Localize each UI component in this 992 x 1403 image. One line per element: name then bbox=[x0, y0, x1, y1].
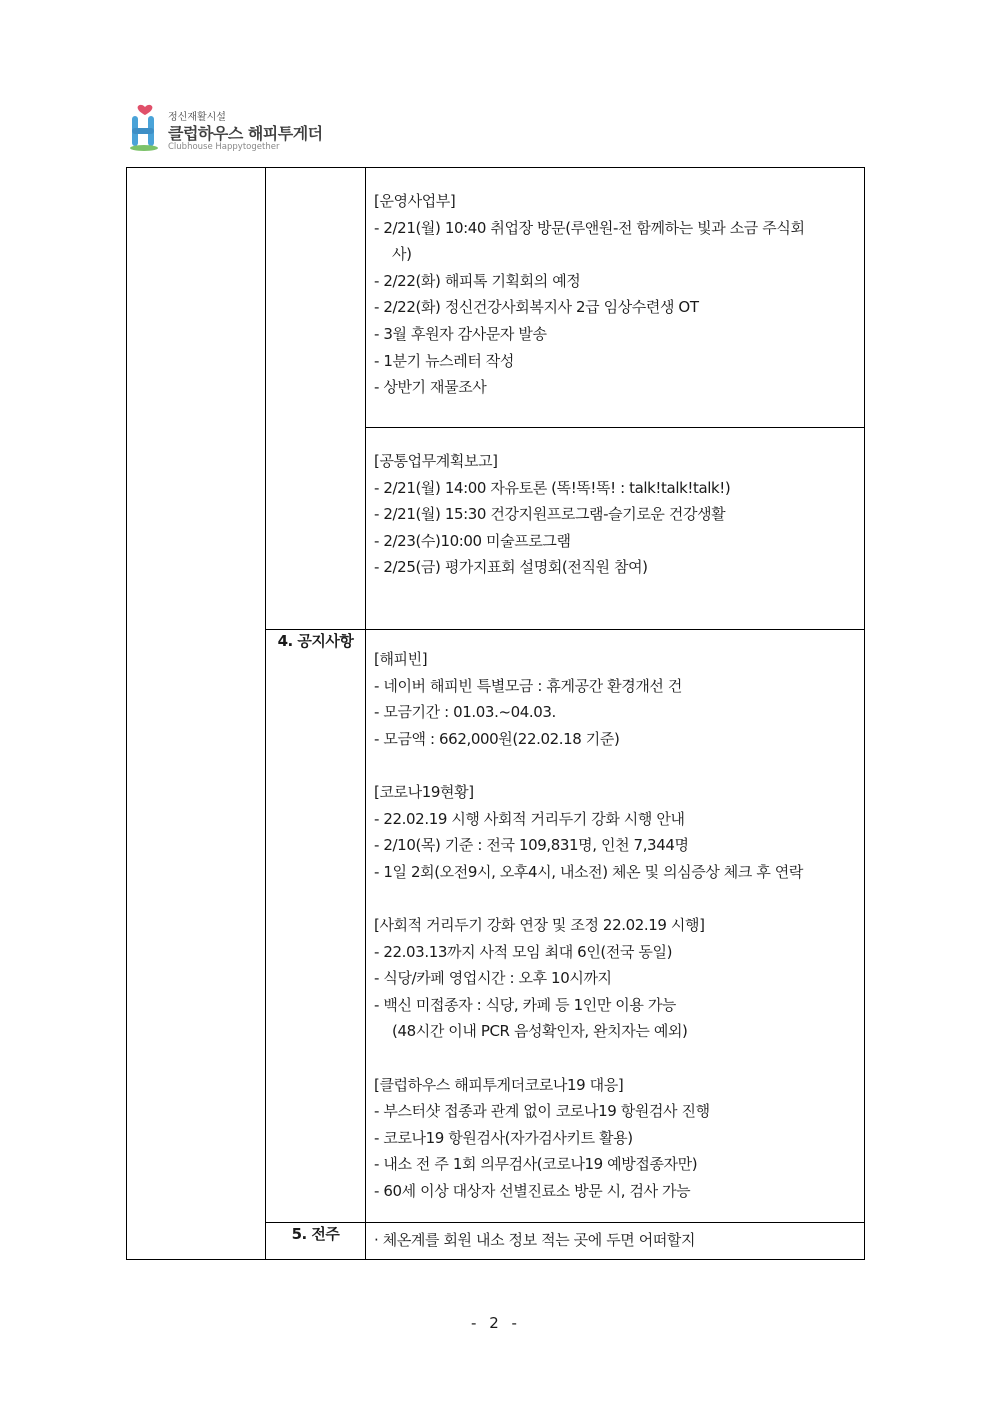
notice-cell bbox=[366, 630, 865, 1223]
list-item: - 22.02.19 시행 사회적 거리두기 강화 시행 안내 bbox=[374, 809, 685, 828]
list-item: - 상반기 재물조사 bbox=[374, 378, 487, 397]
list-item: - 2/10(목) 기준 : 전국 109,831명, 인천 7,344명 bbox=[374, 836, 689, 855]
list-item: - 2/21(월) 10:40 취업장 방문(루앤원-전 함께하는 빛과 소금 주식회 bbox=[374, 218, 805, 237]
list-item: - 백신 미접종자 : 식당, 카페 등 1인만 이용 가능 bbox=[374, 995, 677, 1014]
list-item: - 모금기간 : 01.03.~04.03. bbox=[374, 703, 556, 722]
meeting-minutes-table bbox=[126, 167, 865, 1260]
empty-label-cell bbox=[266, 168, 366, 630]
logo-subtitle: 정신재활시설 bbox=[168, 112, 226, 123]
list-item: - 2/22(화) 해피톡 기획회의 예정 bbox=[374, 271, 581, 290]
list-item: - 코로나19 항원검사(자가검사키트 활용) bbox=[374, 1128, 633, 1147]
logo-english-name: Clubhouse Happytogether bbox=[168, 142, 280, 152]
operations-heading: [운영사업부] bbox=[374, 192, 456, 210]
list-item: - 모금액 : 662,000원(22.02.18 기준) bbox=[374, 729, 620, 748]
list-item: - 네이버 해피빈 특별모금 : 휴게공간 환경개선 건 bbox=[374, 676, 682, 695]
list-item: - 2/25(금) 평가지표회 설명회(전직원 참여) bbox=[374, 558, 648, 577]
logo-name: 클럽하우스 해피투게더 bbox=[168, 124, 323, 143]
list-item: - 식당/카페 영업시간 : 오후 10시까지 bbox=[374, 969, 612, 988]
list-item: - 2/22(화) 정신건강사회복지사 2급 임상수련생 OT bbox=[374, 298, 699, 317]
common-tasks-heading: [공통업무계획보고] bbox=[374, 452, 498, 470]
list-item-continuation: (48시간 이내 PCR 음성확인자, 완치자는 예외) bbox=[392, 1022, 688, 1041]
organization-logo bbox=[128, 104, 328, 156]
list-item: - 2/23(수)10:00 미술프로그램 bbox=[374, 531, 571, 550]
empty-category-cell bbox=[127, 168, 266, 1260]
proposal-cell bbox=[366, 1223, 865, 1260]
clubhouse-logo-icon bbox=[128, 104, 162, 152]
proposal-label: 5. 전주 bbox=[266, 1223, 366, 1260]
list-item: - 내소 전 주 1회 의무검사(코로나19 예방접종자만) bbox=[374, 1155, 698, 1174]
list-item: - 1일 2회(오전9시, 오후4시, 내소전) 체온 및 의심증상 체크 후 연락 bbox=[374, 862, 803, 881]
happybean-heading: [해피빈] bbox=[374, 650, 428, 668]
list-item: - 1분기 뉴스레터 작성 bbox=[374, 351, 514, 370]
list-item: - 2/21(월) 14:00 자유토론 (똑!똑!똑! : talk!talk!talk!) bbox=[374, 478, 731, 497]
list-item: - 22.03.13까지 사적 모임 최대 6인(전국 동일) bbox=[374, 942, 673, 961]
list-item-continuation: 사) bbox=[392, 245, 412, 264]
common-tasks-cell bbox=[366, 428, 865, 630]
list-item: - 2/21(월) 15:30 건강지원프로그램-슬기로운 건강생활 bbox=[374, 505, 726, 524]
list-item: - 3월 후원자 감사문자 발송 bbox=[374, 324, 547, 343]
table-row-operations bbox=[127, 168, 865, 428]
page-number: - 2 - bbox=[471, 1314, 521, 1332]
distancing-heading: [사회적 거리두기 강화 연장 및 조정 22.02.19 시행] bbox=[374, 915, 705, 934]
covid-status-heading: [코로나19현황] bbox=[374, 782, 474, 801]
operations-cell bbox=[366, 168, 865, 428]
list-item: - 부스터샷 접종과 관계 없이 코로나19 항원검사 진행 bbox=[374, 1102, 710, 1121]
list-item: - 60세 이상 대상자 선별진료소 방문 시, 검사 가능 bbox=[374, 1181, 691, 1200]
proposal-text: · 체온계를 회원 내소 정보 적는 곳에 두면 어떠할지 bbox=[374, 1231, 696, 1250]
clubhouse-response-heading: [클럽하우스 해피투게더코로나19 대응] bbox=[374, 1075, 624, 1094]
notice-label: 4. 공지사항 bbox=[266, 630, 366, 1223]
